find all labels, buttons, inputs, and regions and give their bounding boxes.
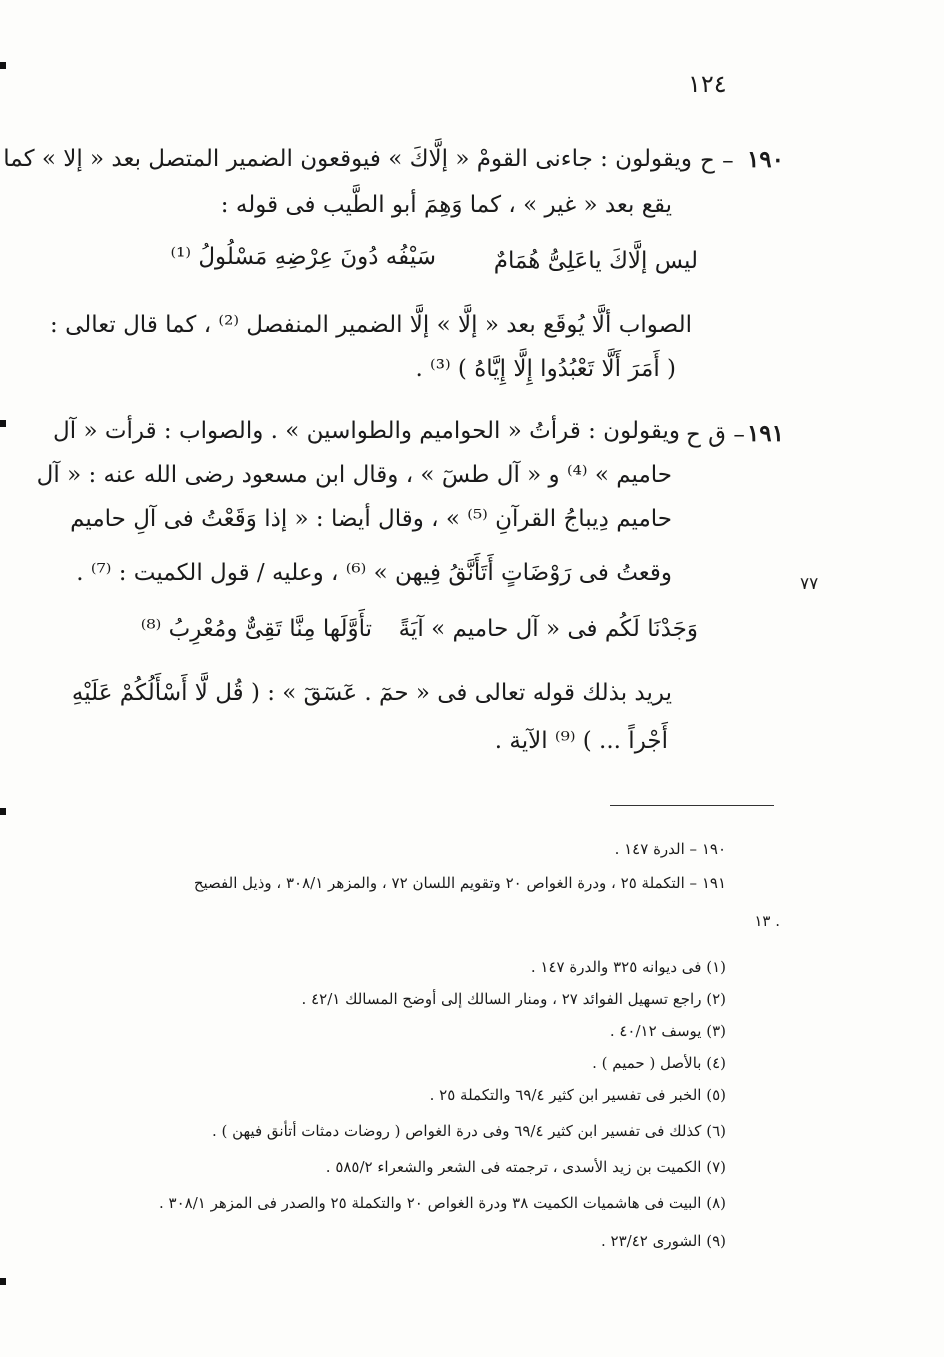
footnote: (١) فى ديوانه ٣٢٥ والدرة ١٤٧ . <box>530 958 726 976</box>
footnote-separator <box>610 805 774 806</box>
entry-marker: – ق ح <box>686 422 745 448</box>
edge-mark <box>0 1278 6 1285</box>
source-line: ١٩١ – التكملة ٢٥ ، ودرة الغواص ٢٠ وتقويم اللسان ٧٢ ، والمزهر ٣٠٨/١ ، وذيل الفصيح <box>193 874 726 892</box>
edge-mark <box>0 420 6 427</box>
verse-second-hemistich: سَيْفُه دُونَ عِرْضِهِ مَسْلُولُ ⁽¹⁾ <box>170 244 436 270</box>
footnote: (٨) البيت فى هاشميات الكميت ٣٨ ودرة الغواص ٢٠ والتكملة ٢٥ والصدر فى المزهر ٣٠٨/١ . <box>158 1194 726 1212</box>
entry-text-line: يريد بذلك قوله تعالى فى « حمٓ . عٓسٓقٓ » : ( قُل لَّا أَسْأَلُكُمْ عَلَيْهِ <box>71 680 672 706</box>
footnote: (٤) بالأصل ( حميم ) . <box>592 1054 726 1072</box>
entry-text-line: حاميم دِيباجُ القرآنِ ⁽⁵⁾ » ، وقال أيضا : « إذا وَقَعْتُ فى آلِ حاميم <box>70 506 672 532</box>
entry-marker: – ح <box>700 148 734 174</box>
entry-text-line: حاميم » ⁽⁴⁾ و « آل طسٓ » ، وقال ابن مسعود رضى الله عنه : « آل <box>36 462 672 488</box>
footnote: (٦) كذلك فى تفسير ابن كثير ٦٩/٤ وفى درة الغواص ( روضات دمثات أتأنق فيهن ) . <box>211 1122 726 1140</box>
entry-text-line: الصواب ألَّا يُوقَع بعد « إلَّا » إلَّا الضمير المنفصل ⁽²⁾ ، كما قال تعالى : <box>50 312 692 338</box>
verse-first-hemistich: ليس إلَّاكَ ياعَلِىُّ هُمَامٌ <box>493 248 698 274</box>
verse-second-hemistich: تأَوَّلَها مِنَّا تَقِىٌّ ومُعْرِبُ ⁽⁸⁾ <box>140 616 372 642</box>
entry-text-line: يقع بعد « غير » ، كما وَهِمَ أبو الطَّيب فى قوله : <box>220 192 672 218</box>
footnote: (٣) يوسف ٤٠/١٢ . <box>609 1022 726 1040</box>
source-line: ١٩٠ – الدرة ١٤٧ . <box>614 840 726 858</box>
entry-text-line: وقعتُ فى رَوْضَاتٍ أَتَأَنَّقُ فِيهن » ⁽⁶⁾ ، وعليه / قول الكميت : ⁽⁷⁾ . <box>76 560 672 586</box>
entry-number: ١٩٠ <box>746 146 784 173</box>
entry-text-line: ( أَمَرَ أَلَّا تَعْبُدُوا إِلَّا إِيَّاهُ ) ⁽³⁾ . <box>415 356 676 382</box>
entry-text-line: ويقولون : قرأتُ « الحواميم والطواسين » . والصواب : قرأت « آل <box>53 418 680 444</box>
verse-first-hemistich: وَجَدْنَا لَكُم فى « آل حاميم » آيَةً <box>398 616 698 642</box>
footnote: (٩) الشورى ٢٣/٤٢ . <box>601 1232 726 1250</box>
footnote: (٧) الكميت بن زيد الأسدى ، ترجمته فى الشعر والشعراء ٥٨٥/٢ . <box>325 1158 726 1176</box>
entry-text-line: ويقولون : جاءنى القومْ « إلَّاكَ » فيوقعون الضمير المتصل بعد « إلا » كما <box>3 146 692 172</box>
source-line: ١٣ . <box>754 912 780 930</box>
edge-mark <box>0 808 6 815</box>
margin-number: ٧٧ <box>800 574 819 594</box>
edge-mark <box>0 62 6 69</box>
entry-number: ١٩١ <box>746 420 784 447</box>
page-number: ١٢٤ <box>688 70 727 98</box>
footnote: (٥) الخبر فى تفسير ابن كثير ٦٩/٤ والتكملة ٢٥ . <box>429 1086 726 1104</box>
footnote: (٢) راجع تسهيل الفوائد ٢٧ ، ومنار السالك إلى أوضح المسالك ٤٢/١ . <box>301 990 726 1008</box>
entry-text-line: أَجْراً ... ) ⁽⁹⁾ الآية . <box>494 728 668 754</box>
